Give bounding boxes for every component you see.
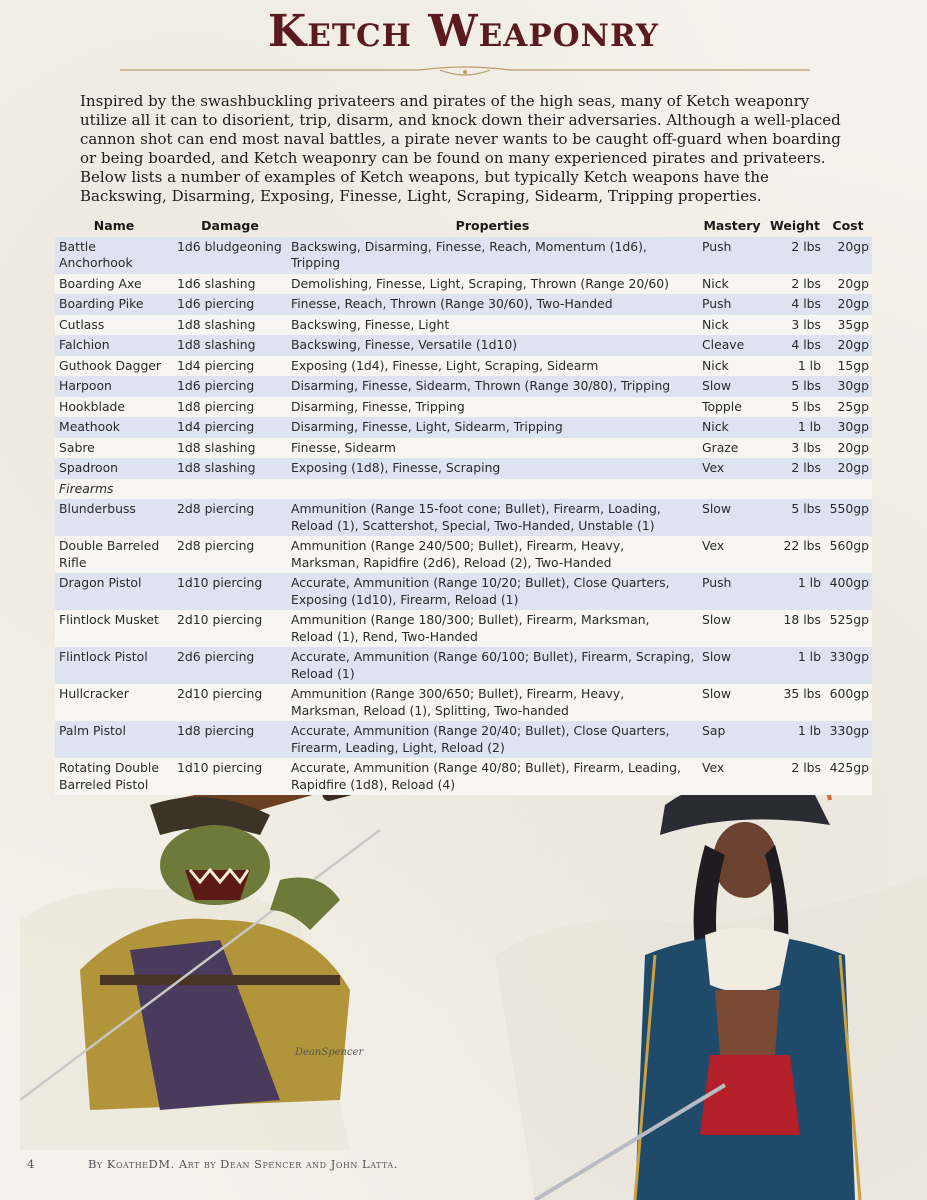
cell-weight: 4 lbs [766,294,824,315]
cell-cost: 560gp [824,536,872,573]
cell-name: Sabre [55,438,173,459]
cell-cost: 20gp [824,335,872,356]
cell-damage: 1d6 piercing [173,376,287,397]
cell-mastery: Topple [698,397,766,418]
cell-damage: 1d6 slashing [173,274,287,295]
cell-mastery: Nick [698,356,766,377]
cell-mastery: Push [698,573,766,610]
cell-damage: 2d6 piercing [173,647,287,684]
cell-name: Battle Anchorhook [55,237,173,274]
cell-mastery: Push [698,294,766,315]
cell-name: Harpoon [55,376,173,397]
cell-weight: 1 lb [766,417,824,438]
cell-name: Flintlock Pistol [55,647,173,684]
cell-name: Hullcracker [55,684,173,721]
cell-damage: 1d8 piercing [173,397,287,418]
table-row [55,438,872,459]
cell-mastery: Slow [698,684,766,721]
cell-mastery: Sap [698,721,766,758]
cell-damage: 1d8 piercing [173,721,287,758]
cell-cost: 425gp [824,758,872,795]
page-number: 4 [27,1157,35,1171]
cell-properties: Ammunition (Range 240/500; Bullet), Firearm, Heavy, Marksman, Rapidfire (2d6), Reload (2), Two-Handed [287,536,698,573]
cell-cost: 330gp [824,721,872,758]
cell-weight: 1 lb [766,573,824,610]
table-section-row [55,479,872,500]
cell-weight: 5 lbs [766,397,824,418]
cell-name: Rotating Double Barreled Pistol [55,758,173,795]
page-title: Ketch Weaponry [268,6,659,57]
cell-name: Flintlock Musket [55,610,173,647]
cell-cost: 30gp [824,417,872,438]
cell-cost: 20gp [824,294,872,315]
table-row [55,356,872,377]
cell-mastery: Vex [698,536,766,573]
cell-properties: Ammunition (Range 15-foot cone; Bullet), Firearm, Loading, Reload (1), Scattershot, Special, Two-Handed, Unstable (1) [287,499,698,536]
cell-name: Blunderbuss [55,499,173,536]
cell-cost: 400gp [824,573,872,610]
intro-paragraph: Inspired by the swashbuckling privateers and pirates of the high seas, many of Ketch weaponry utilize all it can to disorient, trip, disarm, and knock down their adversaries. Although a well-placed cannon shot can end most naval battles, a pirate never wants to be caught off-guard when boarding or being boarded, and Ketch weaponry can be found on many experienced pirates and privateers. Below lists a number of examples of Ketch weapons, but typically Ketch weapons have the Backswing, Disarming, Exposing, Finesse, Light, Scraping, Sidearm, Tripping properties. [80,92,841,205]
cell-mastery: Slow [698,647,766,684]
cell-properties: Disarming, Finesse, Light, Sidearm, Tripping [287,417,698,438]
cell-name: Boarding Axe [55,274,173,295]
cell-damage: 2d8 piercing [173,536,287,573]
table-row [55,610,872,647]
cell-cost: 550gp [824,499,872,536]
cell-mastery: Push [698,237,766,274]
cell-damage: 1d4 piercing [173,417,287,438]
cell-damage: 1d10 piercing [173,573,287,610]
cell-cost: 20gp [824,274,872,295]
cell-name: Cutlass [55,315,173,336]
cell-properties: Demolishing, Finesse, Light, Scraping, Thrown (Range 20/60) [287,274,698,295]
cell-properties: Disarming, Finesse, Sidearm, Thrown (Range 30/80), Tripping [287,376,698,397]
cell-damage: 2d8 piercing [173,499,287,536]
footer-credits: By KoatheDM. Art by Dean Spencer and John Latta. [87,1157,398,1171]
cell-name: Dragon Pistol [55,573,173,610]
table-row [55,237,872,274]
table-row [55,499,872,536]
table-row [55,397,872,418]
header-properties: Properties [455,218,530,233]
cell-name: Guthook Dagger [55,356,173,377]
cell-damage: 1d4 piercing [173,356,287,377]
cell-mastery: Graze [698,438,766,459]
cell-cost: 15gp [824,356,872,377]
header-mastery: Mastery [703,218,761,233]
table-row [55,758,872,795]
cell-weight: 2 lbs [766,458,824,479]
header-weight: Weight [770,218,820,233]
cell-weight: 5 lbs [766,376,824,397]
cell-name: Falchion [55,335,173,356]
cell-properties: Exposing (1d8), Finesse, Scraping [287,458,698,479]
cell-weight: 1 lb [766,647,824,684]
cell-weight: 2 lbs [766,274,824,295]
cell-damage: 1d8 slashing [173,438,287,459]
cell-name: Hookblade [55,397,173,418]
cell-mastery: Nick [698,417,766,438]
header-damage: Damage [201,218,259,233]
cell-weight: 1 lb [766,356,824,377]
artist-signature: DeanSpencer [295,1047,364,1058]
cell-damage: 1d6 bludgeoning [173,237,287,274]
section-label: Firearms [55,479,872,500]
cell-damage: 1d8 slashing [173,458,287,479]
cell-damage: 1d10 piercing [173,758,287,795]
cell-properties: Backswing, Disarming, Finesse, Reach, Momentum (1d6), Tripping [287,237,698,274]
table-row [55,684,872,721]
cell-cost: 525gp [824,610,872,647]
table-header-row [55,217,872,237]
cell-name: Double Barreled Rifle [55,536,173,573]
cell-properties: Accurate, Ammunition (Range 40/80; Bullet), Firearm, Leading, Rapidfire (1d8), Reload (4) [287,758,698,795]
weapons-table [55,217,872,795]
table-row [55,335,872,356]
cell-mastery: Slow [698,610,766,647]
cell-properties: Backswing, Finesse, Light [287,315,698,336]
cell-weight: 2 lbs [766,758,824,795]
header-name: Name [93,218,135,233]
table-row [55,417,872,438]
cell-weight: 2 lbs [766,237,824,274]
cell-properties: Finesse, Reach, Thrown (Range 30/60), Two-Handed [287,294,698,315]
pirate-captain-illustration [495,755,927,1200]
cell-weight: 5 lbs [766,499,824,536]
table-row [55,376,872,397]
cell-mastery: Vex [698,758,766,795]
cell-properties: Accurate, Ammunition (Range 60/100; Bullet), Firearm, Scraping, Reload (1) [287,647,698,684]
cell-damage: 2d10 piercing [173,610,287,647]
cell-properties: Accurate, Ammunition (Range 20/40; Bullet), Close Quarters, Firearm, Leading, Light, Reload (2) [287,721,698,758]
cell-properties: Accurate, Ammunition (Range 10/20; Bullet), Close Quarters, Exposing (1d10), Firearm, Reload (1) [287,573,698,610]
cell-properties: Exposing (1d4), Finesse, Light, Scraping, Sidearm [287,356,698,377]
table-row [55,647,872,684]
cell-weight: 3 lbs [766,315,824,336]
cell-damage: 1d8 slashing [173,315,287,336]
table-row [55,274,872,295]
cell-damage: 1d8 slashing [173,335,287,356]
lizardfolk-pirate-illustration [20,770,440,1150]
table-body [55,237,872,796]
cell-damage: 2d10 piercing [173,684,287,721]
table-row [55,294,872,315]
cell-cost: 35gp [824,315,872,336]
cell-properties: Finesse, Sidearm [287,438,698,459]
cell-mastery: Slow [698,499,766,536]
cell-cost: 30gp [824,376,872,397]
cell-properties: Disarming, Finesse, Tripping [287,397,698,418]
cell-mastery: Slow [698,376,766,397]
cell-cost: 20gp [824,438,872,459]
cell-mastery: Cleave [698,335,766,356]
cell-properties: Ammunition (Range 180/300; Bullet), Firearm, Marksman, Reload (1), Rend, Two-Handed [287,610,698,647]
cell-weight: 35 lbs [766,684,824,721]
cell-weight: 18 lbs [766,610,824,647]
cell-cost: 330gp [824,647,872,684]
table-row [55,458,872,479]
header-cost: Cost [832,218,864,233]
cell-cost: 20gp [824,458,872,479]
cell-properties: Backswing, Finesse, Versatile (1d10) [287,335,698,356]
cell-damage: 1d6 piercing [173,294,287,315]
cell-properties: Ammunition (Range 300/650; Bullet), Firearm, Heavy, Marksman, Reload (1), Splitting, Two-handed [287,684,698,721]
cell-cost: 600gp [824,684,872,721]
title-divider [120,66,810,78]
cell-name: Palm Pistol [55,721,173,758]
cell-cost: 25gp [824,397,872,418]
cell-name: Meathook [55,417,173,438]
cell-mastery: Nick [698,274,766,295]
table-row [55,573,872,610]
table-row [55,315,872,336]
cell-weight: 3 lbs [766,438,824,459]
cell-mastery: Vex [698,458,766,479]
page-footer [27,1157,887,1171]
cell-weight: 1 lb [766,721,824,758]
cell-mastery: Nick [698,315,766,336]
table-row [55,536,872,573]
cell-cost: 20gp [824,237,872,274]
cell-name: Boarding Pike [55,294,173,315]
cell-weight: 22 lbs [766,536,824,573]
cell-weight: 4 lbs [766,335,824,356]
table-row [55,721,872,758]
cell-name: Spadroon [55,458,173,479]
